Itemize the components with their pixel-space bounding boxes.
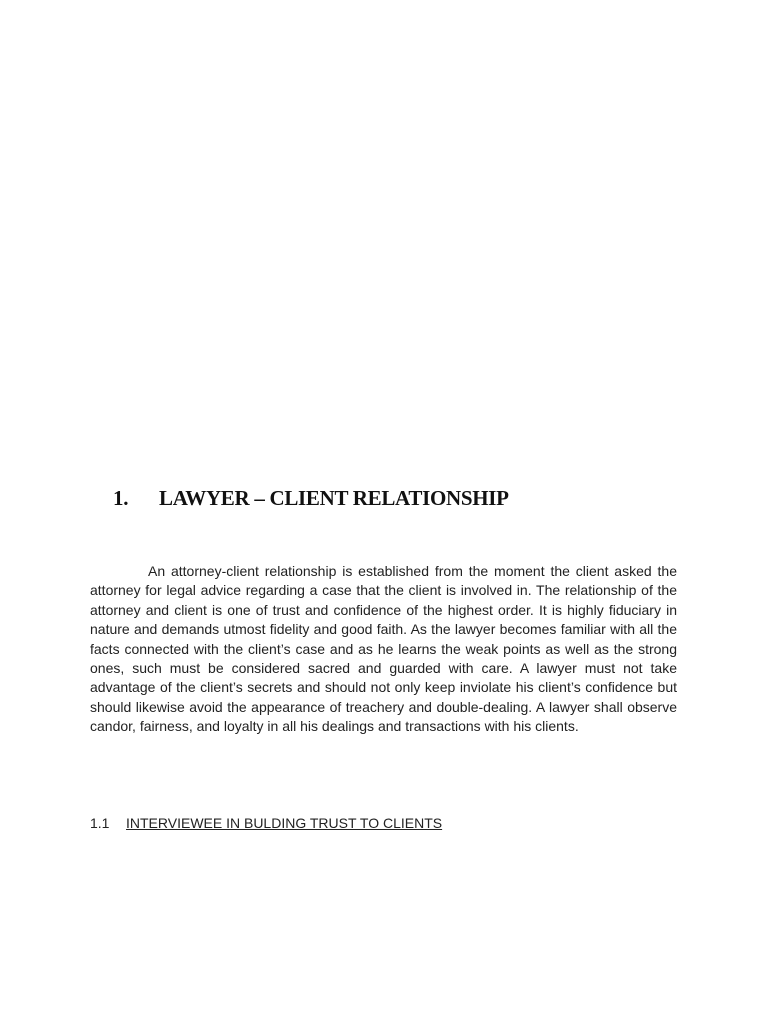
section-number: 1. (113, 486, 129, 510)
subsection-number: 1.1 (90, 815, 110, 831)
subsection-title: INTERVIEWEE IN BULDING TRUST TO CLIENTS (126, 815, 443, 831)
subsection-heading (90, 815, 442, 831)
section-title: LAWYER – CLIENT RELATIONSHIP (159, 486, 509, 510)
body-paragraph: An attorney-client relationship is established from the moment the client asked the attorney for legal advice regarding a case that the client is involved in. The relationship of the attorney and client is one of trust and confidence of the highest order. It is highly fiduciary in nature and demands utmost fidelity and good faith. As the lawyer becomes familiar with all the facts connected with the client’s case and as he learns the weak points as well as the strong ones, such must be considered sacred and guarded with care. A lawyer must not take advantage of the client’s secrets and should not only keep inviolate his client’s confidence but should likewise avoid the appearance of treachery and double-dealing. A lawyer shall observe candor, fairness, and loyalty in all his dealings and transactions with his clients. (90, 563, 677, 735)
section-heading (113, 486, 509, 511)
